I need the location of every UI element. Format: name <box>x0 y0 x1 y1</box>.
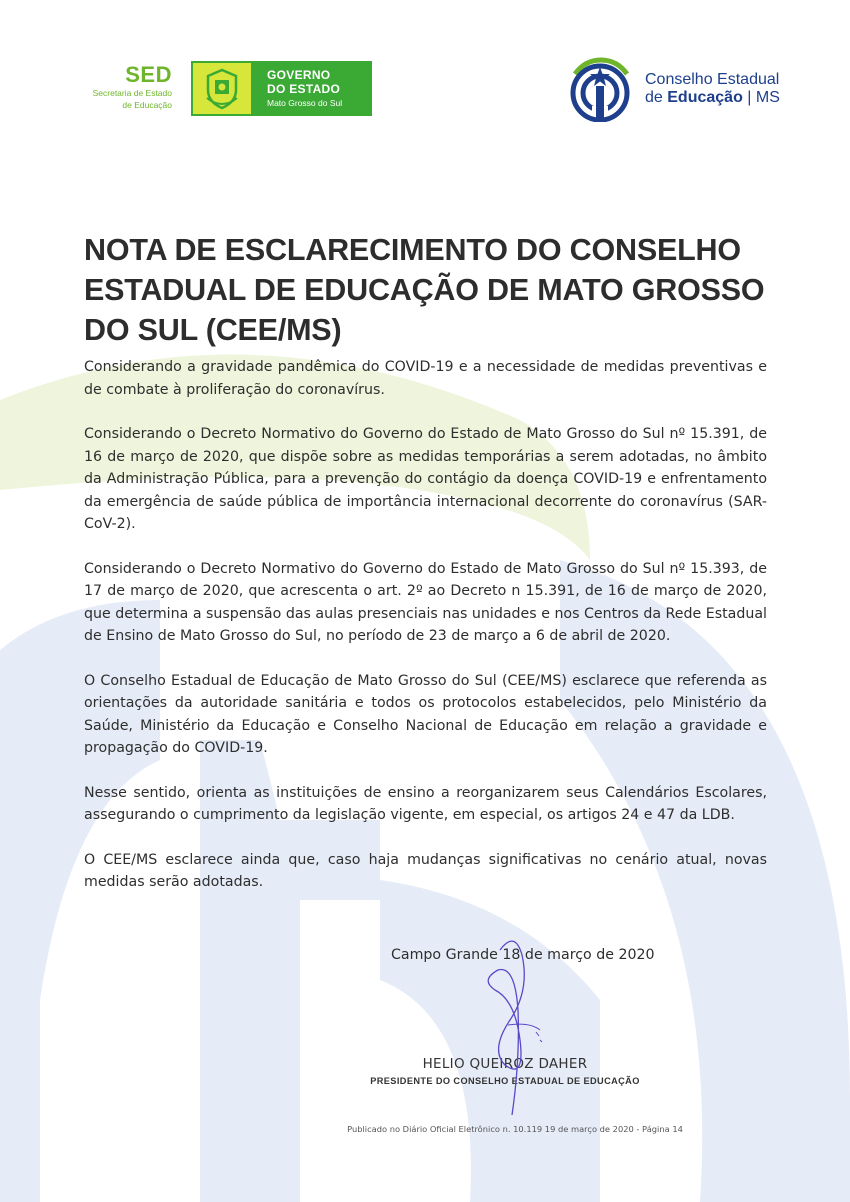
sed-subtitle-line2: de Educação <box>122 100 172 110</box>
state-crest <box>193 63 251 114</box>
cee-name-line1: Conselho Estadual <box>645 71 780 88</box>
sed-abbr: SED <box>125 62 172 87</box>
paragraph-3: Considerando o Decreto Normativo do Governo do Estado de Mato Grosso do Sul nº 15.393, de 17 de março de 2020, que acrescenta o art. 2º ao Decreto n 15.391, de 16 de março de 2020, que determina a suspensão das aulas presenciais nas unidades e nos Centros da Rede Estadual de Ensino de Mato Grosso do Sul, no período de 23 de março a 6 de abril de 2020. <box>84 560 767 644</box>
place-date: Campo Grande 18 de março de 2020 <box>391 947 655 963</box>
paragraph-1: Considerando a gravidade pandêmica do COVID-19 e a necessidade de medidas preventivas e de combate à proliferação do coronavírus. <box>84 359 767 398</box>
paragraph-4: O Conselho Estadual de Educação de Mato Grosso do Sul (CEE/MS) esclarece que referenda as orientações da autoridade sanitária e todos os protocolos estabelecidos, pelo Ministério da Saúde, Ministério da Educação e Conselho Nacional de Educação em relação a gravidade e propagação do COVID-19. <box>84 672 767 756</box>
cee-emblem-icon <box>565 56 635 122</box>
gov-line1: GOVERNO <box>267 68 331 82</box>
crest-icon <box>205 68 239 110</box>
signer-role: PRESIDENTE DO CONSELHO ESTADUAL DE EDUCAÇÃO <box>370 1076 640 1086</box>
paragraph-6: O CEE/MS esclarece ainda que, caso haja mudanças significativas no cenário atual, novas medidas serão adotadas. <box>84 851 767 890</box>
cee-logo <box>565 56 805 122</box>
cee-bold: Educação <box>667 89 743 106</box>
publication-note: Publicado no Diário Oficial Eletrônico n. 10.119 19 de março de 2020 - Página 14 <box>347 1124 683 1134</box>
gov-line2: DO ESTADO <box>267 82 341 96</box>
sed-logo <box>70 64 172 110</box>
cee-name-line2 <box>645 89 780 107</box>
document-body <box>84 230 767 894</box>
governo-logo <box>191 61 372 116</box>
signer-name: HELIO QUEIROZ DAHER <box>422 1056 588 1072</box>
handwritten-signature <box>470 930 560 1120</box>
cee-suffix: | MS <box>742 89 780 106</box>
sed-subtitle-line1: Secretaria de Estado <box>92 88 172 98</box>
document-title: NOTA DE ESCLARECIMENTO DO CONSELHO ESTADUAL DE EDUCAÇÃO DE MATO GROSSO DO SUL (CEE/MS) <box>84 233 765 347</box>
paragraph-2: Considerando o Decreto Normativo do Governo do Estado de Mato Grosso do Sul nº 15.391, de 16 de março de 2020, que dispõe sobre as medidas temporárias a serem adotadas, no âmbito da Administração Pública, para a prevenção do contágio da doença COVID-19 e enfrentamento da emergência de saúde pública de importância internacional decorrente do coronavírus (SAR-CoV-2). <box>84 426 767 532</box>
cee-prefix: de <box>645 89 668 106</box>
gov-line3: Mato Grosso do Sul <box>267 98 343 108</box>
paragraph-5: Nesse sentido, orienta as instituições de ensino a reorganizarem seus Calendários Escolares, assegurando o cumprimento da legislação vigente, em especial, os artigos 24 e 47 da LDB. <box>84 784 767 823</box>
